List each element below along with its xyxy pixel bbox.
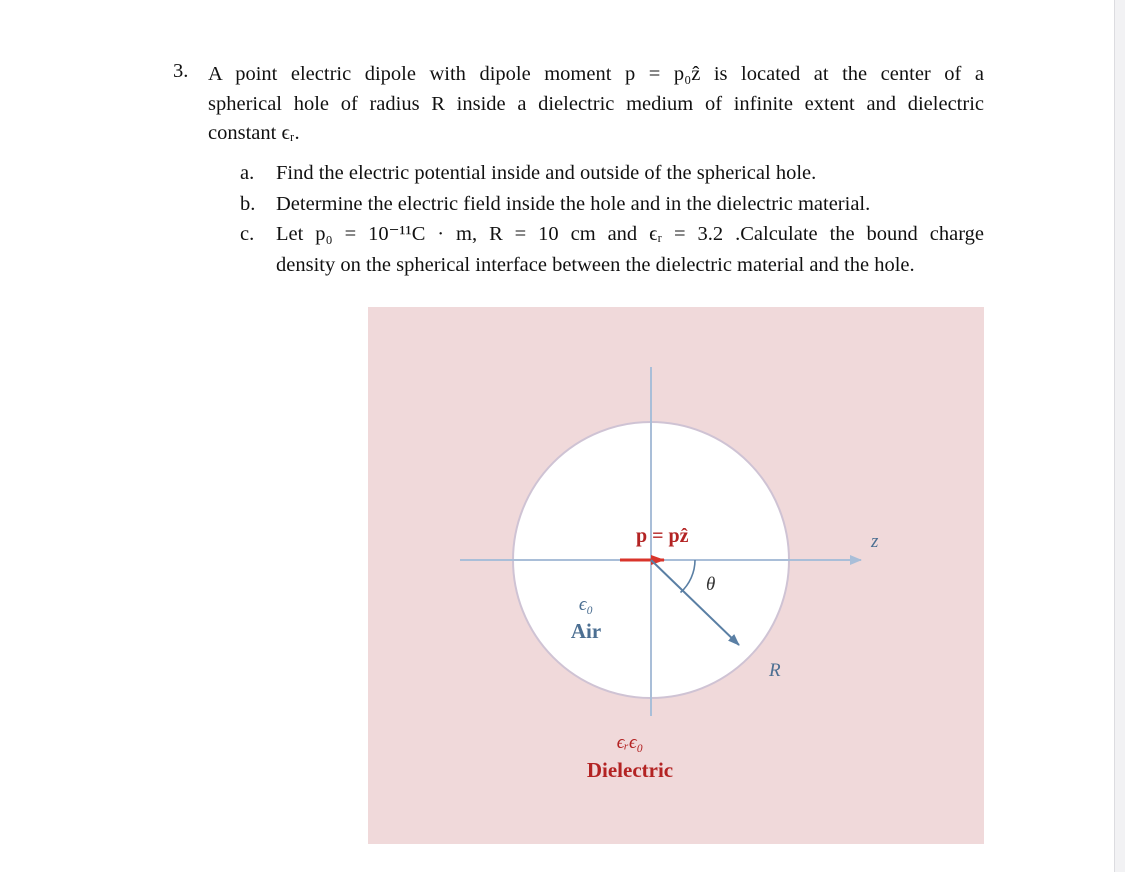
outer-permittivity-label: ϵᵣϵ₀ [616,732,644,753]
problem-statement-line: A point electric dipole with dipole moment p = p₀ẑ is located at the center of a [208,63,984,85]
part-text-line: Let p₀ = 10⁻¹¹C · m, R = 10 cm and ϵᵣ = 3.2 .Calculate the bound charge [276,223,984,245]
part-b [240,189,984,220]
angle-label: θ [706,574,716,595]
part-letter: a. [240,162,255,184]
problem-number: 3. [173,60,189,82]
part-letter: b. [240,192,256,215]
dipole-label: p = pẑ [636,525,689,547]
part-text-line: density on the spherical interface between the dielectric material and the hole. [276,253,915,276]
problem-statement-line: constant ϵᵣ. [208,122,300,144]
dipole-diagram [368,307,984,844]
dipole-figure [368,307,984,844]
problem-statement [208,60,984,149]
outer-medium-label: Dielectric [586,758,674,782]
radius-label: R [769,660,781,681]
inner-permittivity-label: ϵ₀ [578,594,594,615]
part-text-line: Find the electric potential inside and outside of the spherical hole. [276,162,817,184]
inner-medium-label: Air [570,619,602,643]
part-text-line: Determine the electric field inside the hole and in the dielectric material. [276,192,871,215]
part-letter: c. [240,223,255,245]
part-text [276,219,984,280]
z-axis-label: z [871,531,879,552]
part-a [240,158,984,189]
part-text [276,189,984,220]
problem-parts-list [240,158,984,280]
part-c [240,219,984,280]
problem-statement-line: spherical hole of radius R inside a dielectric medium of infinite extent and dielectric [208,92,984,115]
part-text [276,158,984,189]
